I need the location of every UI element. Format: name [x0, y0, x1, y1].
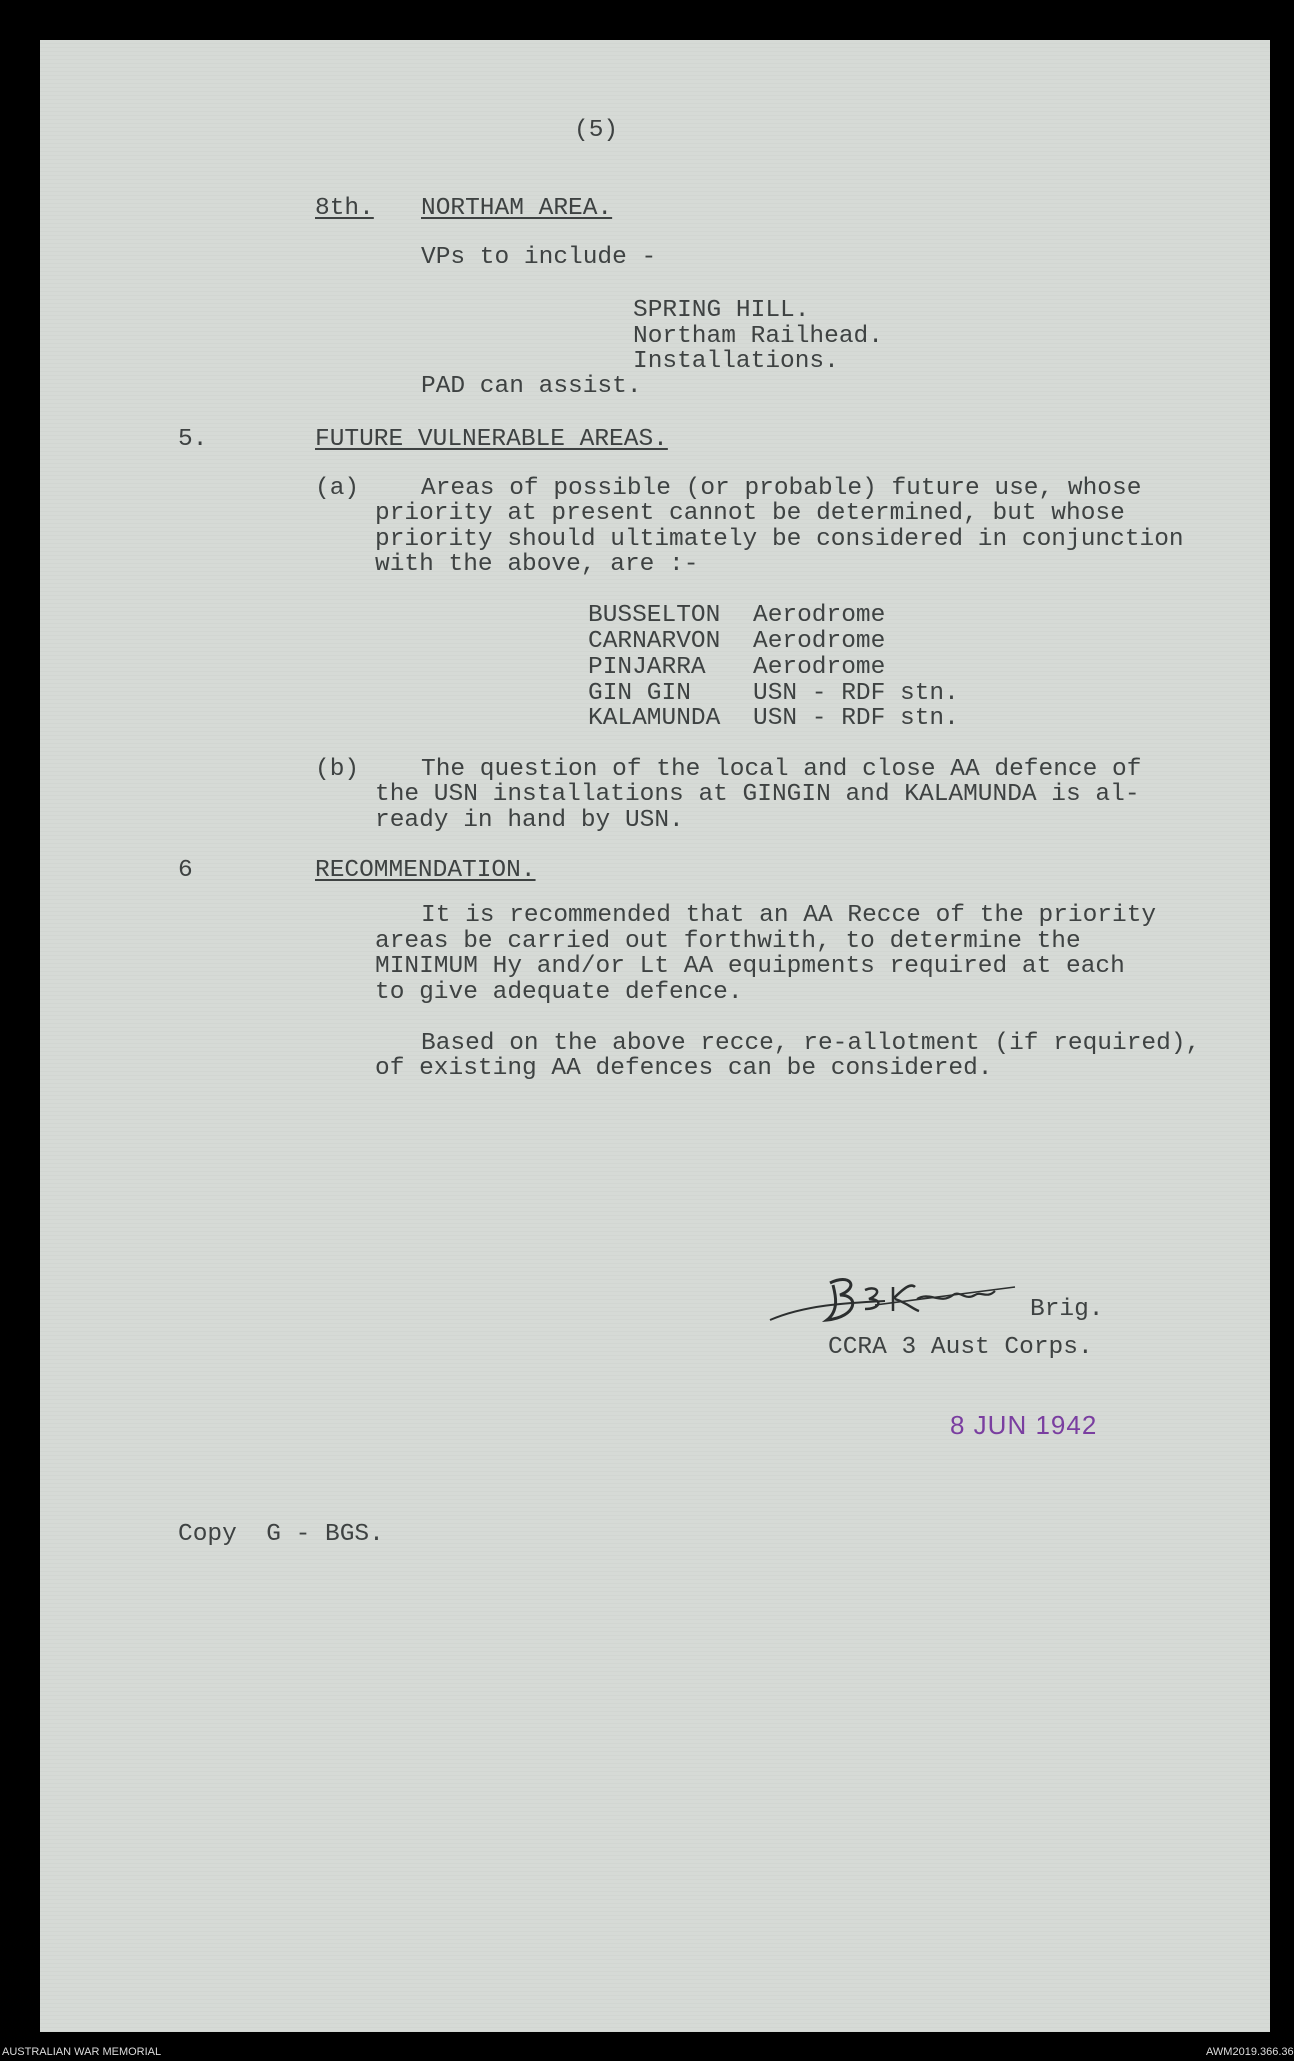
page-number: (5) [574, 117, 619, 144]
area-type: USN - RDF stn. [753, 705, 959, 732]
footer-right: AWM2019.366.36 [1206, 2046, 1294, 2058]
handwritten-signature [765, 1265, 1040, 1340]
area-type: Aerodrome [753, 628, 886, 655]
section-6-heading: RECOMMENDATION. [315, 857, 536, 884]
section-8-heading: NORTHAM AREA. [421, 195, 613, 222]
recommendation-line: to give adequate defence. [375, 979, 743, 1006]
section-5-heading: FUTURE VULNERABLE AREAS. [315, 426, 668, 453]
para-b-line: ready in hand by USN. [375, 807, 684, 834]
footer-left: AUSTRALIAN WAR MEMORIAL [2, 2046, 162, 2058]
area-place: CARNARVON [588, 628, 721, 655]
para-b-line: The question of the local and close AA defence of [421, 756, 1142, 783]
vp-item: SPRING HILL. [633, 297, 810, 324]
section-8-assist: PAD can assist. [421, 373, 642, 400]
para-a-line: with the above, are :- [375, 551, 699, 578]
section-8-number: 8th. [315, 195, 374, 222]
signature-title: CCRA 3 Aust Corps. [828, 1334, 1093, 1361]
area-place: PINJARRA [588, 654, 706, 681]
para-a-line: Areas of possible (or probable) future use, whose [421, 475, 1142, 502]
vp-item: Installations. [633, 348, 839, 375]
para-b-line: the USN installations at GINGIN and KALAMUNDA is al- [375, 781, 1140, 808]
para-a-line: priority at present cannot be determined, but whose [375, 500, 1125, 527]
area-type: Aerodrome [753, 602, 886, 629]
signature-rank: Brig. [1030, 1296, 1104, 1323]
recommendation-line: MINIMUM Hy and/or Lt AA equipments required at each [375, 953, 1125, 980]
area-place: GIN GIN [588, 680, 691, 707]
date-stamp: 8 JUN 1942 [950, 1410, 1098, 1440]
area-type: USN - RDF stn. [753, 680, 959, 707]
section-8-intro: VPs to include - [421, 244, 657, 271]
para-a-label: (a) [315, 475, 360, 502]
recommendation-line: areas be carried out forthwith, to determine the [375, 928, 1081, 955]
section-5-number: 5. [178, 426, 208, 453]
recommendation-line: of existing AA defences can be considered. [375, 1055, 993, 1082]
para-b-label: (b) [315, 756, 360, 783]
area-type: Aerodrome [753, 654, 886, 681]
vp-item: Northam Railhead. [633, 323, 883, 350]
para-a-line: priority should ultimately be considered in conjunction [375, 526, 1184, 553]
section-6-number: 6 [178, 857, 193, 884]
area-place: BUSSELTON [588, 602, 721, 629]
recommendation-line: Based on the above recce, re-allotment (if required), [421, 1030, 1201, 1057]
area-place: KALAMUNDA [588, 705, 721, 732]
recommendation-line: It is recommended that an AA Recce of the priority [421, 902, 1157, 929]
copy-distribution: Copy G - BGS. [178, 1521, 384, 1548]
